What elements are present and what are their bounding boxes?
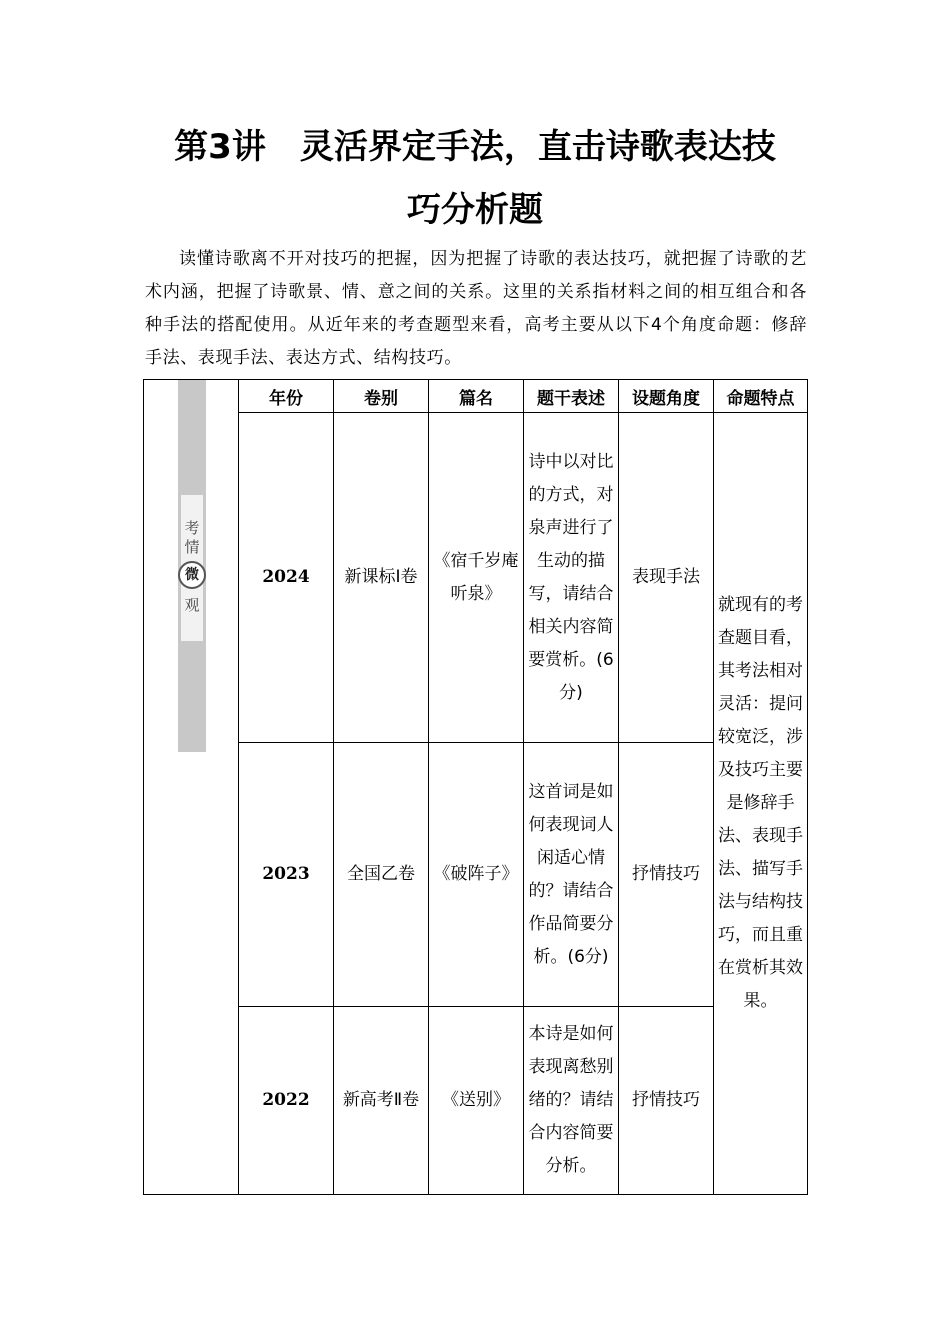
row-year: 2022 [239, 1007, 334, 1195]
row-angle: 表现手法 [619, 413, 714, 743]
header-poem: 篇名 [429, 380, 524, 413]
header-angle: 设题角度 [619, 380, 714, 413]
header-feature: 命题特点 [714, 380, 808, 413]
page-title [130, 127, 820, 167]
intro-text: 读懂诗歌离不开对技巧的把握，因为把握了诗歌的表达技巧，就把握了诗歌的艺术内涵，把握了诗歌景、情、意之间的关系。这里的关系指材料之间的相互组合和各种手法的搭配使用。从近年来的考查题型来看，高考主要从以下4个角度命题：修辞手法、表现手法、表达方式、结构技巧。 [145, 249, 807, 368]
row-paper: 新高考Ⅱ卷 [334, 1007, 429, 1195]
row-angle: 抒情技巧 [619, 1007, 714, 1195]
header-paper: 卷别 [334, 380, 429, 413]
row-year: 2024 [239, 413, 334, 743]
table-row [144, 1007, 808, 1195]
table-header-row [144, 380, 808, 413]
row-desc: 本诗是如何表现离愁别绪的？请结合内容简要分析。 [524, 1007, 619, 1195]
row-desc: 这首词是如何表现词人闲适心情的？请结合作品简要分析。(6分) [524, 743, 619, 1007]
row-poem: 《破阵子》 [429, 743, 524, 1007]
lecture-number: 第3讲 [174, 127, 266, 167]
table-row [144, 413, 808, 743]
sidebar-cell [144, 380, 239, 1195]
sidebar-plate [181, 495, 203, 641]
sidebar-char: 考 [184, 519, 200, 537]
intro-paragraph [145, 243, 807, 375]
row-year: 2023 [239, 743, 334, 1007]
row-paper: 新课标Ⅰ卷 [334, 413, 429, 743]
sidebar-badge: 微 [178, 561, 206, 589]
exam-sidebar [178, 380, 206, 752]
sidebar-char: 观 [184, 596, 200, 614]
header-year: 年份 [239, 380, 334, 413]
row-desc: 诗中以对比的方式，对泉声进行了生动的描写，请结合相关内容简要赏析。(6分) [524, 413, 619, 743]
header-desc: 题干表述 [524, 380, 619, 413]
row-angle: 抒情技巧 [619, 743, 714, 1007]
row-paper: 全国乙卷 [334, 743, 429, 1007]
title-line-1: 灵活界定手法，直击诗歌表达技 [299, 127, 776, 167]
feature-cell: 就现有的考查题目看，其考法相对灵活：提问较宽泛，涉及技巧主要是修辞手法、表现手法、描写手法与结构技巧，而且重在赏析其效果。 [714, 413, 808, 1195]
sidebar-char: 情 [184, 538, 200, 556]
row-poem: 《宿千岁庵听泉》 [429, 413, 524, 743]
table-row [144, 743, 808, 1007]
exam-analysis-table [143, 379, 808, 1195]
title-line-2: 巧分析题 [407, 190, 543, 230]
row-poem: 《送别》 [429, 1007, 524, 1195]
